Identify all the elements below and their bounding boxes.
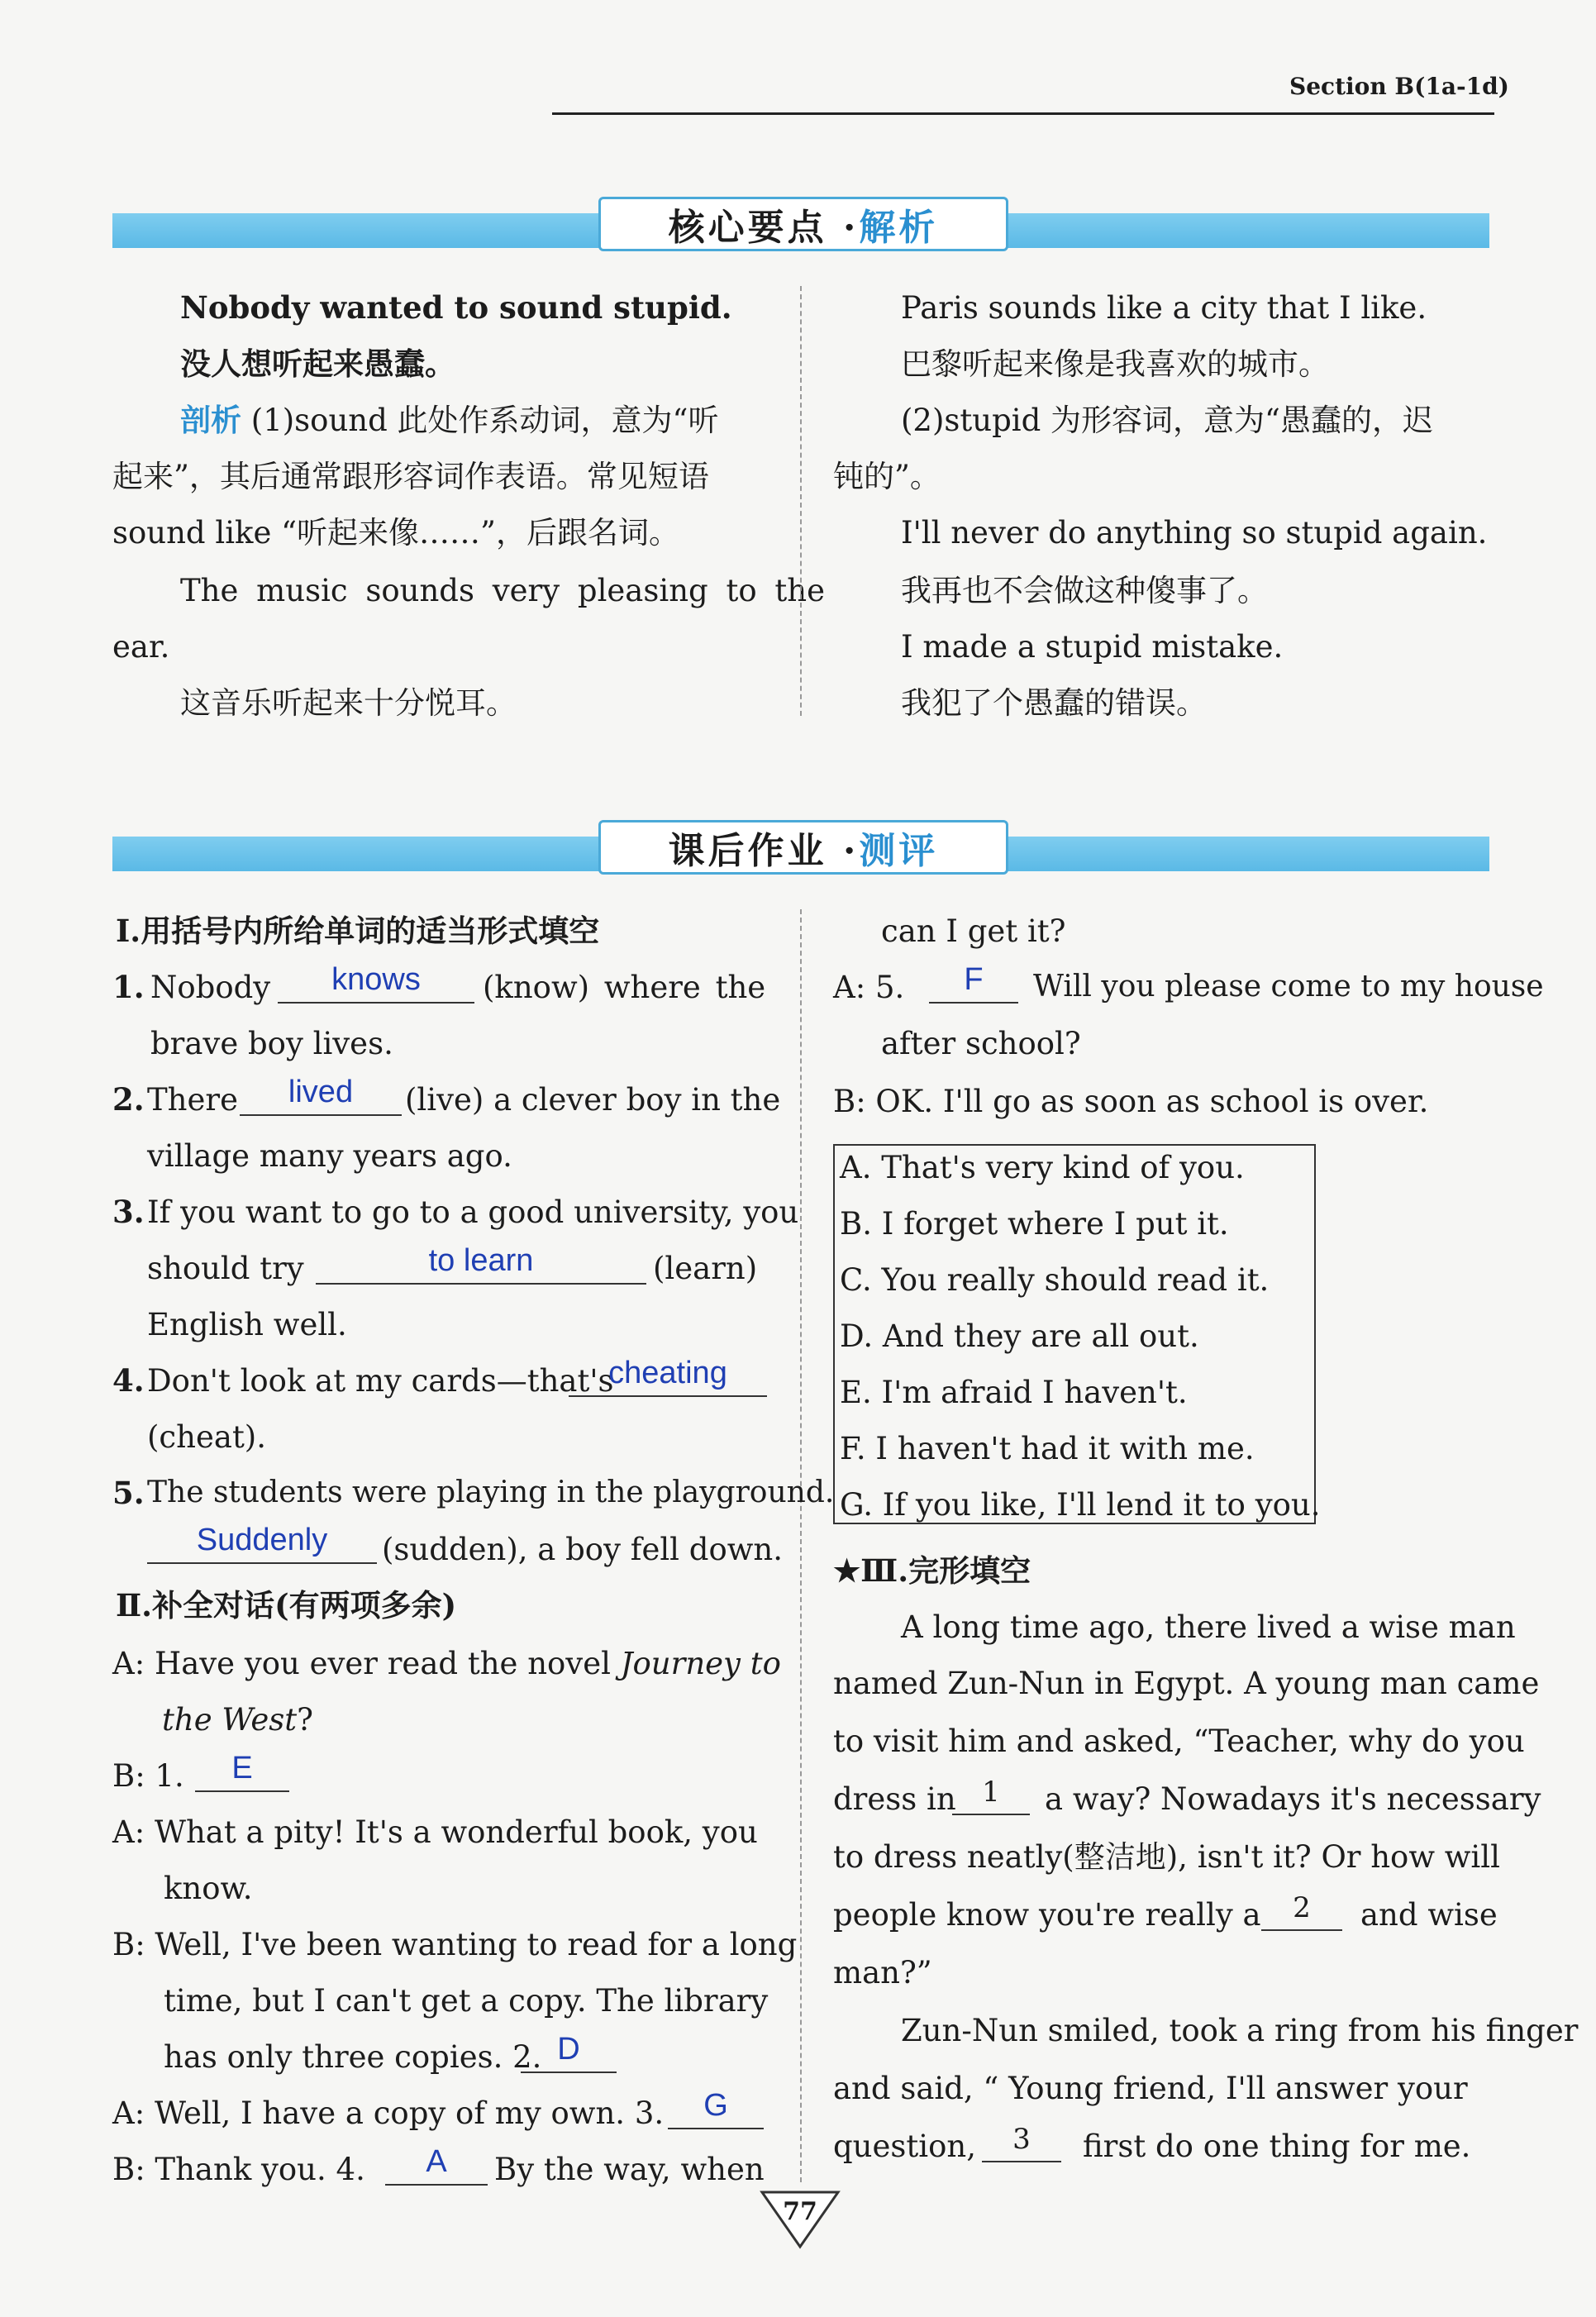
q2-text: There	[147, 1082, 238, 1118]
novel-title: Journey to	[620, 1646, 781, 1681]
q4-blank[interactable]	[569, 1395, 767, 1397]
part1-title: Ⅰ.用括号内所给单词的适当形式填空	[116, 913, 600, 949]
dialog-line	[162, 1702, 313, 1738]
q3-blank[interactable]	[316, 1283, 646, 1285]
dialog-line: B: 1.	[112, 1758, 184, 1794]
core-left-line: ear.	[112, 629, 170, 665]
cloze-line: people know you're really a	[833, 1897, 1261, 1933]
cloze-blank-number-2: 2	[1293, 1891, 1311, 1924]
dialog-blank-3[interactable]	[668, 2128, 764, 2129]
q2-number: 2.	[112, 1081, 145, 1118]
q3-answer: to learn	[428, 1243, 534, 1278]
analysis-text: (1)sound 此处作系动词，意为“听	[250, 403, 719, 438]
dialog-line: Will you please come to my house	[1033, 970, 1544, 1004]
core-left-line: 这音乐听起来十分悦耳。	[180, 685, 517, 721]
q1-text: Nobody	[150, 970, 271, 1005]
core-right-line: 巴黎听起来像是我喜欢的城市。	[901, 346, 1329, 382]
dialog-line: A: 5.	[833, 970, 905, 1005]
cloze-line: question,	[833, 2129, 976, 2164]
header-rule	[552, 112, 1494, 115]
dialog-text: ?	[297, 1702, 313, 1738]
cloze-line: to dress neatly(整洁地), isn't it? Or how will	[833, 1839, 1500, 1875]
dialog-blank-4[interactable]	[385, 2184, 488, 2186]
dialog-line: A: Well, I have a copy of my own. 3.	[112, 2095, 665, 2131]
dialog-answer-5: F	[964, 962, 984, 997]
dialog-option: F. I haven't had it with me.	[840, 1431, 1255, 1466]
cloze-line: and said, “ Young friend, I'll answer your	[833, 2071, 1468, 2106]
q3-text: should try	[147, 1251, 304, 1286]
cloze-line: and wise	[1360, 1897, 1498, 1933]
q3-text: If you want to go to a good university, you	[147, 1194, 799, 1230]
q1-answer: knows	[331, 962, 421, 997]
q1-number: 1.	[112, 969, 145, 1005]
dialog-blank-1[interactable]	[195, 1790, 289, 1792]
cloze-line: dress in	[833, 1781, 956, 1817]
dialog-blank-5[interactable]	[929, 1002, 1018, 1004]
dialog-option: D. And they are all out.	[840, 1318, 1199, 1354]
q2-answer: lived	[288, 1075, 354, 1109]
dialog-line	[112, 1648, 781, 1679]
dialog-answer-4: A	[426, 2144, 447, 2179]
novel-title: the West	[162, 1702, 298, 1738]
core-right-line: Paris sounds like a city that I like.	[901, 290, 1427, 326]
cloze-line: Zun-Nun smiled, took a ring from his finger	[901, 2013, 1579, 2048]
core-right-line: 我犯了个愚蠢的错误。	[901, 685, 1207, 721]
q5-text: The students were playing in the playground.	[147, 1476, 835, 1509]
cloze-line: first do one thing for me.	[1083, 2129, 1471, 2164]
q5-blank[interactable]	[147, 1562, 377, 1564]
core-points-banner-title	[598, 197, 1008, 251]
q2-blank[interactable]	[240, 1114, 402, 1116]
core-example-sentence: Nobody wanted to sound stupid.	[180, 289, 732, 326]
dialog-line: has only three copies. 2.	[164, 2039, 542, 2075]
homework-banner-title	[598, 820, 1008, 875]
core-left-line: The music sounds very pleasing to the	[180, 573, 825, 608]
dialog-option: E. I'm afraid I haven't.	[840, 1375, 1188, 1410]
part2-title: Ⅱ.补全对话(有两项多余)	[116, 1587, 457, 1623]
banner-title-main: 核心要点 ·	[668, 207, 860, 249]
q3-text: English well.	[147, 1307, 347, 1342]
dialog-line: B: Well, I've been wanting to read for a long	[112, 1927, 798, 1962]
dialog-line: know.	[164, 1871, 253, 1906]
q4-text: Don't look at my cards—that's	[147, 1363, 614, 1399]
q4-number: 4.	[112, 1362, 145, 1399]
cloze-line: a way? Nowadays it's necessary	[1045, 1781, 1541, 1817]
core-right-line: (2)stupid 为形容词，意为“愚蠢的，迟	[901, 403, 1433, 438]
column-separator	[800, 909, 802, 2182]
q4-text: (cheat).	[147, 1419, 267, 1455]
q5-answer: Suddenly	[196, 1523, 328, 1557]
page-number: 77	[783, 2197, 817, 2226]
q5-number: 5.	[112, 1475, 145, 1511]
q3-number: 3.	[112, 1194, 145, 1230]
dialog-line: B: OK. I'll go as soon as school is over.	[833, 1084, 1429, 1119]
dialog-line: time, but I can't get a copy. The library	[164, 1983, 769, 2019]
dialog-answer-2: D	[557, 2032, 580, 2067]
cloze-line: to visit him and asked, “Teacher, why do you	[833, 1723, 1525, 1759]
dialog-line: A: What a pity! It's a wonderful book, you	[112, 1814, 758, 1850]
cloze-blank-3[interactable]	[982, 2161, 1061, 2162]
cloze-line: A long time ago, there lived a wise man	[901, 1609, 1516, 1645]
dialog-line: B: Thank you. 4.	[112, 2152, 365, 2187]
cloze-blank-number-3: 3	[1012, 2123, 1031, 2156]
dialog-line: By the way, when	[494, 2152, 765, 2187]
cloze-blank-2[interactable]	[1261, 1929, 1342, 1931]
dialog-option: B. I forget where I put it.	[840, 1206, 1229, 1242]
q1-text: brave boy lives.	[150, 1026, 393, 1061]
banner-title-accent: 解析	[859, 207, 939, 249]
core-right-line: I'll never do anything so stupid again.	[901, 515, 1488, 551]
q5-text: (sudden), a boy fell down.	[382, 1532, 783, 1567]
banner-title-main: 课后作业 ·	[668, 830, 860, 872]
core-example-translation: 没人想听起来愚蠢。	[180, 346, 455, 382]
analysis-label: 剖析	[180, 402, 241, 438]
core-analysis-line	[180, 402, 719, 438]
q2-text: (live) a clever boy in the	[405, 1082, 781, 1118]
q2-text: village many years ago.	[147, 1138, 512, 1174]
dialog-line: after school?	[881, 1026, 1081, 1061]
cloze-blank-1[interactable]	[952, 1814, 1030, 1815]
q1-text: (know) where the	[483, 970, 766, 1005]
dialog-answer-1: E	[231, 1751, 253, 1785]
core-right-line: 钝的”。	[833, 459, 941, 494]
dialog-option: C. You really should read it.	[840, 1262, 1270, 1298]
cloze-blank-number-1: 1	[982, 1776, 1000, 1809]
dialog-answer-3: G	[703, 2088, 728, 2123]
dialog-option: G. If you like, I'll lend it to you.	[840, 1487, 1321, 1523]
q1-blank[interactable]	[278, 1002, 474, 1004]
cloze-line: named Zun-Nun in Egypt. A young man came	[833, 1666, 1540, 1701]
banner-title-accent: 测评	[859, 830, 939, 872]
part3-title: ★Ⅲ.完形填空	[833, 1552, 1031, 1589]
dialog-line: can I get it?	[881, 913, 1066, 949]
q4-answer: cheating	[608, 1356, 727, 1390]
section-header: Section B(1a-1d)	[1289, 73, 1509, 100]
column-separator	[800, 286, 802, 716]
dialog-text: A: Have you ever read the novel	[112, 1646, 611, 1681]
dialog-option: A. That's very kind of you.	[840, 1150, 1245, 1185]
core-right-line: I made a stupid mistake.	[901, 629, 1284, 665]
cloze-line: man?”	[833, 1955, 932, 1990]
core-right-line: 我再也不会做这种傻事了。	[901, 573, 1268, 608]
core-left-line: sound like “听起来像……”，后跟名词。	[112, 515, 679, 551]
q3-text: (learn)	[653, 1251, 758, 1286]
dialog-blank-2[interactable]	[521, 2071, 617, 2073]
core-left-line: 起来”，其后通常跟形容词作表语。常见短语	[112, 459, 709, 494]
